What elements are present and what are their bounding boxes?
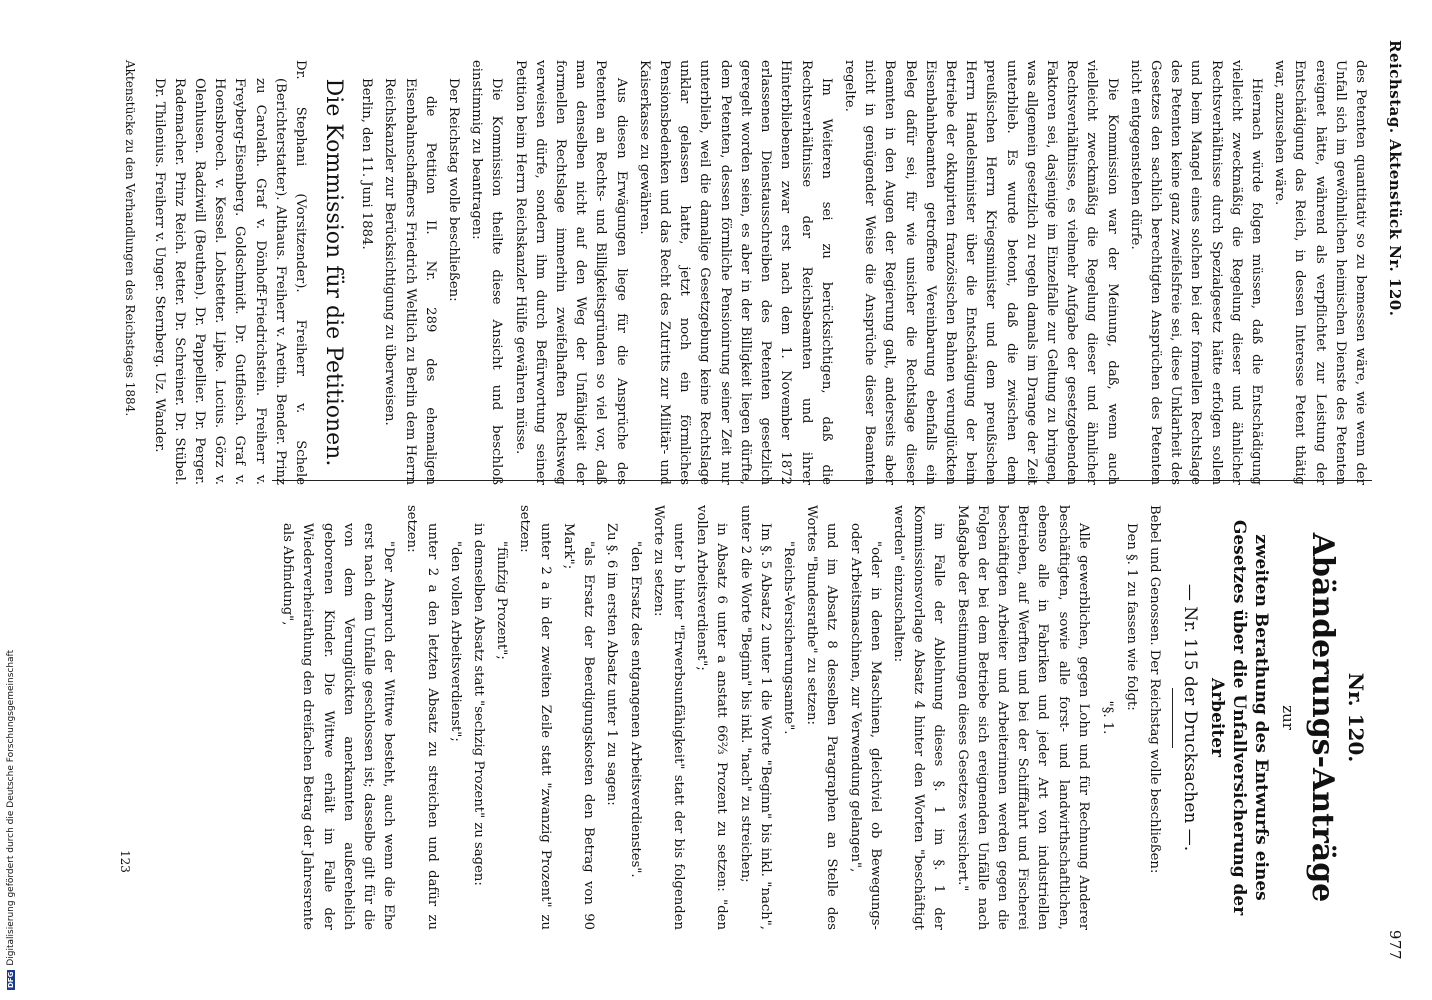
running-head bbox=[1378, 40, 1404, 960]
right-quote-10: "Der Anspruch der Wittwe besteht, auch wenn die Ehe erst nach dem Unfalle geschlossen ist; dasselbe gilt für die von dem Verunglückten anerkannten außerehelich geborenen Kinder. Die Wittwe erhält im Falle der Wiederverheirathung den dreifachen Betrag der Jahresrente als Abfindung", bbox=[280, 523, 397, 930]
drucksache-reference: — Nr. 115 der Drucksachen —. bbox=[1179, 583, 1200, 852]
resolution-intro: Der Reichstag wolle beschließen: bbox=[446, 78, 462, 302]
right-paragraph-6: unter b hinter "Erwerbsunfähigkeit" statt der bis folgenden Worte zu setzen: bbox=[650, 505, 686, 930]
signatories: Dr. Stephani (Vorsitzender). Freiherr v. Schele (Berichterstatter). Althaus. Freiherr v. Aretin. Bender. Prinz zu Carolath. Graf v. Dönhoff-Friedrichstein. Freiherr v. Freyberg-Eisenberg. Goldschmidt. Dr. Gutfleisch. Graf v. Hoensbroech. v. Kessel. Lohstetter. Lipke. Lucius. Görz v. Olenhusen. Radziwill (Beuthen). Dr. Pappellier. Dr. Perger. Rademacher. Prinz Reich. Retter. Dr. Schreiner. Dr. Stübel. Dr. Thilenius. Freiherr v. Unger. Sternberg. Uz. Wander. bbox=[151, 60, 309, 485]
section-1-heading: "§. 1. bbox=[1099, 700, 1115, 735]
right-quote-7: "als Ersatz der Beerdigungskosten den Betrag von 90 Mark"; bbox=[560, 523, 597, 930]
commission-heading: Die Kommission für die Petitionen. bbox=[321, 78, 347, 467]
page-number-bottom: 123 bbox=[118, 850, 132, 873]
left-column bbox=[145, 60, 1370, 485]
document-title: Abänderungs-Anträge bbox=[1304, 532, 1340, 903]
right-column bbox=[274, 505, 1370, 930]
dfg-logo-icon: DFG bbox=[7, 971, 15, 988]
right-quote-9: "den vollen Arbeitsverdienst"; bbox=[447, 541, 463, 742]
running-head-title: Reichstag. Aktenstück Nr. 120. bbox=[1386, 40, 1404, 317]
right-paragraph-7: Zu §. 6 im ersten Absatz unter 1 zu sagen: bbox=[604, 523, 620, 806]
right-paragraph-5: in Absatz 6 unter a anstatt 66⅔ Prozent zu setzen: "den vollen Arbeitsverdienst"; bbox=[694, 505, 730, 930]
motion-line: Bebel und Genossen. Der Reichstag wolle beschließen: bbox=[1147, 505, 1163, 874]
right-quote-6: "den Ersatz des entgangenen Arbeitsverdienstes". bbox=[627, 541, 643, 878]
left-paragraph-1: des Petenten quantitativ so zu bemessen wäre, wie wenn der Unfall sich im gewöhnlichen heimischen Dienste des Petenten ereignet hätte, während als verpflichtet zur Leistung der Entschädigung das Reich, in dessen Interesse Petent thätig war, anzusehen wäre. bbox=[1272, 60, 1368, 485]
right-paragraph-8: unter 2 a in der zweiten Zeile statt "zwanzig Prozent" zu setzen: bbox=[517, 505, 553, 930]
right-paragraph-4: Im §. 5 Absatz 2 unter 1 die Worte "Beginn" bis inkl. "nach", unter 2 die Worte "Beginn" bis inkl. "nach" zu streichen; bbox=[737, 505, 773, 930]
zur-label: zur bbox=[1278, 705, 1297, 730]
left-paragraph-3: Die Kommission war der Meinung, daß, wenn auch vielleicht zweckmäßig die Regelung dieser und ähnlicher Rechtsverhältnisse, es vielmehr Aufgabe der gesetzgebenden Faktoren sei, dasjenige im Einzelfalle zur Geltung zu bringen, was allgemein gesetzlich zu regeln damals im Drange der Zeit unterblieb. Es wurde betont, daß die zwischen dem preußischen Herrn Kriegsminister und dem preußischen Herrn Handelsminister über die Entschädigung der beim Betriebe der okkupirten französischen Bahnen verunglückten Eisenbahnbeamten getroffene Vereinbarung ebenfalls ein Beleg dafür sei, für wie unsicher die Rechtslage dieser Beamten in den Augen der Regierung galt, anderseits aber nicht in genügender Weise die Ansprüche dieser Beamten regelte. bbox=[841, 60, 1120, 485]
right-paragraph-10: unter 2 a den letzten Absatz zu streichen und dafür zu setzen: bbox=[404, 505, 440, 930]
left-paragraph-6: Die Kommission theilte diese Ansicht und beschloß einstimmig zu beantragen: bbox=[469, 60, 505, 485]
right-quote-3: "Reichs-Versicherungsamte". bbox=[780, 541, 796, 735]
digitization-credit-text: Digitalisierung gefördert durch die Deutsche Forschungsgemeinschaft bbox=[6, 649, 16, 966]
right-paragraph-9: in demselben Absatz statt "sechzig Prozent" zu sagen: bbox=[471, 523, 487, 886]
left-paragraph-4: Im Weiteren sei zu berücksichtigen, daß die Rechtsverhältnisse der Reichsbeamten und ihrer Hinterbliebenen zwar erst nach dem 1. November 1872 erlassenen Dienstausschreiben des Petenten gesetzlich geregelt worden seien, es aber in der Billigkeit liegen dürfte, dem Petenten, dessen förmliche Pensionirung seiner Zeit nur unterblieb, weil die damalige Gesetzgebung keine Rechtslage unklar gelassen hatte, jetzt noch ein förmliches Pensionsbedenken und das Recht des Zutritts zur Militär- und Kaiserkasse zu gewähren. bbox=[636, 60, 834, 485]
document-number: Nr. 120. bbox=[1344, 672, 1368, 763]
section-1-body: Alle gewerblichen, gegen Lohn und für Rechnung Anderer beschäftigten, sowie alle forst- und landwirthschaftlichen, ebenso alle in Fabriken und jeder Art von industriellen Betrieben, auf Werften und bei der Schifffahrt und Fischerei beschäftigten Arbeiter und Arbeiterinnen werden gegen die Folgen der bei dem Betriebe sich ereignenden Unfälle nach Maßgabe der Bestimmungen dieses Gesetzes versichert." bbox=[954, 505, 1091, 930]
document-subtitle: zweiten Berathung des Entwurfs eines Gesetzes über die Unfallversicherung der Arbeiter bbox=[1206, 519, 1271, 916]
resolution-text: die Petition II. Nr. 289 des ehemaligen Eisenbahnschaffners Friedrich Weltlich zu Berlin dem Herrn Reichskanzler zur Berücksichtigung zu überweisen. bbox=[382, 78, 438, 485]
right-quote-2: "oder in denen Maschinen, gleichviel ob Bewegungs- oder Arbeitsmaschinen, zur Verwendung gelangen", bbox=[847, 523, 883, 930]
left-paragraph-5: Aus diesen Erwägungen liege für die Ansprüche des Petenten an Rechts- und Billigkeitsgründen so viel vor, daß man denselben nicht auf den Weg der Unfähigkeit der formellen Rechtslage immerhin zweifelhaften Rechtsweg verweisen dürfe, sondern ihm durch Befürwortung seiner Petition beim Herrn Reichskanzler Hülfe gewähren müsse. bbox=[512, 60, 629, 485]
left-paragraph-2: Hiernach würde folgen müssen, daß die Entschädigung vielleicht zweckmäßig die Regelung dieser und ähnlicher Rechtsverhältnisse durch Spezialgesetz hätte erfolgen sollen und beim Mangel eines solchen bei der formellen Rechtslage des Petenten keine ganz zweifelsfreie sei, diese Unklarheit des Gesetzes den sachlich berechtigten Ansprüchen des Petenten nicht entgegenstehen dürfe. bbox=[1127, 60, 1264, 485]
footer-source: Aktenstücke zu den Verhandlungen des Reichstages 1884. bbox=[123, 60, 137, 417]
page-number-top: 977 bbox=[1386, 929, 1404, 960]
short-divider bbox=[1172, 688, 1173, 748]
right-paragraph-2: im Falle der Ablehnung dieses §. 1 im §. 1 der Kommissionsvorlage Absatz 4 hinter den Worten "beschäftigt werden" einzuschalten: bbox=[890, 505, 947, 930]
date-line: Berlin, den 11. Juni 1884. bbox=[359, 78, 375, 250]
right-paragraph-3: und im Absatz 8 desselben Paragraphen an Stelle des Wortes "Bundesrathe" zu setzen: bbox=[804, 505, 840, 930]
right-quote-8: "fünfzig Prozent"; bbox=[494, 541, 510, 660]
digitization-credit bbox=[6, 600, 20, 990]
right-paragraph-1: Den §. 1 zu fassen wie folgt: bbox=[1124, 523, 1140, 711]
